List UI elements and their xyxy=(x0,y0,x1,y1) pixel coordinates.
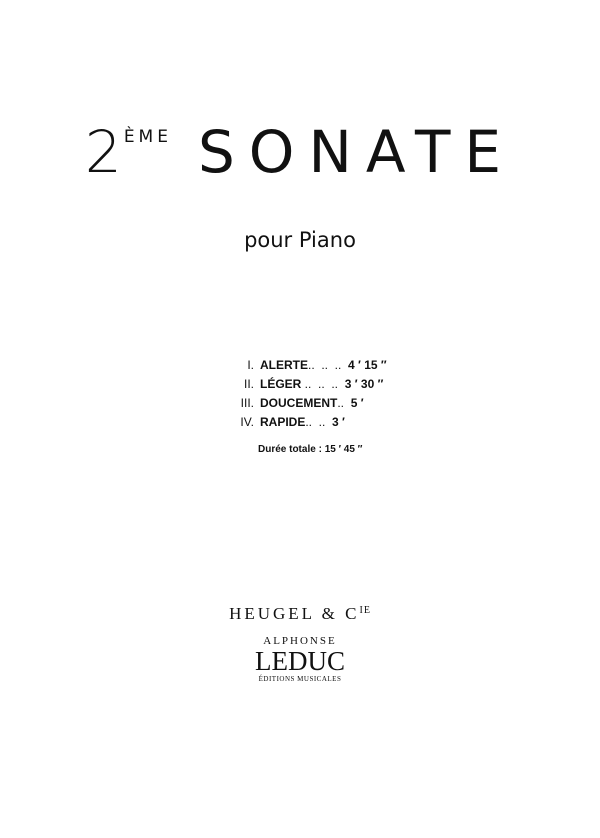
movement-leader: .. .. .. xyxy=(308,358,342,372)
movement-name: ALERTE xyxy=(260,358,308,372)
publisher-name xyxy=(0,604,600,624)
movement-number: III. xyxy=(240,396,254,410)
movement-item xyxy=(222,394,387,413)
movement-number: I. xyxy=(247,358,254,372)
page-title xyxy=(0,118,600,186)
movement-name: LÉGER xyxy=(260,377,302,391)
movement-item xyxy=(222,413,387,432)
logo-line-first: ALPHONSE xyxy=(263,635,337,647)
movement-duration: 3 ′ xyxy=(332,415,345,429)
logo-line-name: LEDUC xyxy=(255,646,345,676)
movement-leader: .. .. xyxy=(305,415,326,429)
publisher-logo xyxy=(200,636,400,683)
title-word: SONATE xyxy=(197,118,516,186)
movement-item xyxy=(222,356,387,375)
movement-name: RAPIDE xyxy=(260,415,306,429)
logo-line-tagline: ÉDITIONS MUSICALES xyxy=(258,675,342,683)
movement-item xyxy=(222,375,387,394)
publisher-label: HEUGEL & C xyxy=(229,604,360,623)
total-duration-value: 15 ′ 45 ″ xyxy=(324,444,363,455)
publisher-superscript: IE xyxy=(359,605,371,616)
subtitle: pour Piano xyxy=(244,228,356,252)
movement-duration: 3 ′ 30 ″ xyxy=(344,377,384,391)
movement-number: II. xyxy=(243,377,254,391)
movement-duration: 5 ′ xyxy=(350,396,364,410)
total-duration-label: Durée totale : xyxy=(258,444,322,455)
movement-duration: 4 ′ 15 ″ xyxy=(348,358,387,372)
movement-list xyxy=(222,356,387,432)
movement-number: IV. xyxy=(240,415,254,429)
title-number: 2 xyxy=(84,118,124,186)
total-duration xyxy=(258,444,362,455)
title-superscript: ÈME xyxy=(123,127,172,147)
movement-name: DOUCEMENT xyxy=(260,396,338,410)
movement-leader: .. xyxy=(337,396,345,410)
movement-leader: .. .. .. xyxy=(301,377,339,391)
